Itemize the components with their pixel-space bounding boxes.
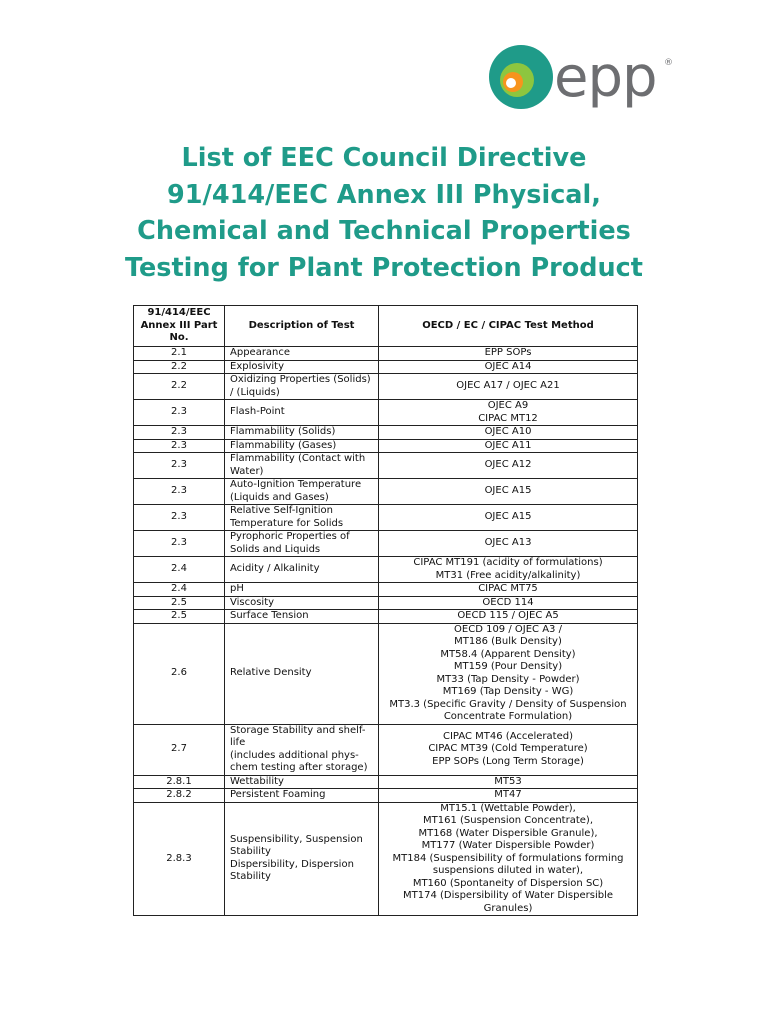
epp-logo xyxy=(488,40,678,114)
title-line: Chemical and Technical Properties xyxy=(137,216,631,246)
method-line: MT174 (Dispersibility of Water Dispersible xyxy=(402,890,613,901)
table-row xyxy=(134,802,638,916)
cell-test-method xyxy=(379,775,638,789)
method-line: MT177 (Water Dispersible Powder) xyxy=(421,840,595,851)
cell-description xyxy=(225,479,379,505)
cell-test-method xyxy=(379,557,638,583)
cell-test-method xyxy=(379,531,638,557)
description-line: Explosivity xyxy=(230,360,285,372)
table-row xyxy=(134,789,638,803)
cell-description xyxy=(225,775,379,789)
description-line: Solids and Liquids xyxy=(230,543,321,555)
cell-description xyxy=(225,583,379,597)
cell-part-no: 2.3 xyxy=(134,426,225,440)
method-line: CIPAC MT75 xyxy=(478,583,538,594)
table-row xyxy=(134,426,638,440)
cell-test-method xyxy=(379,596,638,610)
method-line: CIPAC MT39 (Cold Temperature) xyxy=(428,743,588,755)
cell-part-no: 2.3 xyxy=(134,453,225,479)
header-test-method: OECD / EC / CIPAC Test Method xyxy=(379,306,638,347)
method-line: MT161 (Suspension Concentrate), xyxy=(423,815,593,826)
header-part-no: 91/414/EEC Annex III Part No. xyxy=(134,306,225,347)
method-line: CIPAC MT46 (Accelerated) xyxy=(443,730,573,742)
method-line: OJEC A9 xyxy=(487,400,529,411)
cell-description xyxy=(225,426,379,440)
cell-part-no: 2.5 xyxy=(134,610,225,624)
method-line: MT186 (Bulk Density) xyxy=(454,636,562,647)
page-title xyxy=(60,140,708,286)
cell-part-no: 2.3 xyxy=(134,479,225,505)
description-line: Flammability (Contact with xyxy=(230,453,366,464)
table-row xyxy=(134,610,638,624)
cell-description xyxy=(225,557,379,583)
cell-description xyxy=(225,347,379,361)
cell-part-no: 2.1 xyxy=(134,347,225,361)
table-row xyxy=(134,505,638,531)
cell-part-no: 2.7 xyxy=(134,724,225,775)
cell-test-method xyxy=(379,583,638,597)
method-line: MT58.4 (Apparent Density) xyxy=(440,648,576,660)
method-line: MT31 (Free acidity/alkalinity) xyxy=(435,569,581,581)
table-row xyxy=(134,347,638,361)
description-line: pH xyxy=(230,583,244,594)
cell-test-method xyxy=(379,426,638,440)
cell-description xyxy=(225,596,379,610)
method-line: MT160 (Spontaneity of Dispersion SC) xyxy=(412,877,604,889)
cell-description xyxy=(225,374,379,400)
table-body xyxy=(134,347,638,916)
cell-part-no: 2.8.2 xyxy=(134,789,225,803)
cell-test-method xyxy=(379,439,638,453)
description-line: Suspensibility, Suspension xyxy=(230,833,363,845)
table-row xyxy=(134,557,638,583)
cell-description xyxy=(225,623,379,724)
epp-logo-icon xyxy=(488,40,554,114)
title-line: 91/414/EEC Annex III Physical, xyxy=(167,179,601,210)
table-row xyxy=(134,596,638,610)
cell-description xyxy=(225,439,379,453)
cell-test-method xyxy=(379,802,638,916)
method-line: Concentrate Formulation) xyxy=(443,711,573,722)
title-line: List of EEC Council Directive xyxy=(181,143,587,173)
cell-description xyxy=(225,724,379,775)
description-line: Flash-Point xyxy=(230,406,285,418)
method-line: EPP SOPs (Long Term Storage) xyxy=(432,755,584,767)
logo-wordmark: epp xyxy=(554,45,657,110)
description-line: life xyxy=(230,737,246,748)
description-line: Stability xyxy=(230,846,271,858)
description-line: Relative Density xyxy=(230,667,312,679)
cell-test-method xyxy=(379,347,638,361)
cell-test-method xyxy=(379,374,638,400)
cell-part-no: 2.8.1 xyxy=(134,775,225,789)
table-row xyxy=(134,479,638,505)
method-line: OJEC A13 xyxy=(484,537,532,549)
cell-test-method xyxy=(379,360,638,374)
description-line: chem testing after storage) xyxy=(230,762,368,773)
description-line: (Liquids and Gases) xyxy=(230,491,329,503)
table-header-row xyxy=(134,306,638,347)
description-line: Storage Stability and shelf- xyxy=(230,724,366,736)
cell-test-method xyxy=(379,505,638,531)
method-line: CIPAC MT191 (acidity of formulations) xyxy=(413,557,603,568)
cell-test-method xyxy=(379,479,638,505)
cell-test-method xyxy=(379,453,638,479)
method-line: EPP SOPs xyxy=(484,347,532,358)
cell-test-method xyxy=(379,610,638,624)
description-line: Viscosity xyxy=(230,596,275,608)
description-line: Temperature for Solids xyxy=(230,517,344,529)
table-row xyxy=(134,583,638,597)
description-line: Relative Self-Ignition xyxy=(230,505,333,516)
method-line: OECD 115 / OJEC A5 xyxy=(457,610,559,621)
description-line: Appearance xyxy=(230,347,291,358)
table-row xyxy=(134,374,638,400)
method-line: OJEC A10 xyxy=(484,426,532,437)
method-line: OJEC A17 / OJEC A21 xyxy=(456,380,560,392)
cell-part-no: 2.3 xyxy=(134,531,225,557)
table-row xyxy=(134,439,638,453)
method-line: CIPAC MT12 xyxy=(478,412,538,424)
description-line: Persistent Foaming xyxy=(230,789,326,800)
cell-test-method xyxy=(379,724,638,775)
method-line: Granules) xyxy=(483,902,533,914)
cell-part-no: 2.3 xyxy=(134,439,225,453)
cell-description xyxy=(225,400,379,426)
table-row xyxy=(134,400,638,426)
method-line: OJEC A15 xyxy=(484,511,532,523)
method-line: MT47 xyxy=(494,789,522,800)
cell-part-no: 2.2 xyxy=(134,374,225,400)
cell-description xyxy=(225,531,379,557)
method-line: MT3.3 (Specific Gravity / Density of Suspension xyxy=(389,698,627,710)
cell-test-method xyxy=(379,400,638,426)
method-line: OECD 109 / OJEC A3 / xyxy=(454,623,562,635)
description-line: Wettability xyxy=(230,775,284,787)
title-line: Testing for Plant Protection Product xyxy=(125,252,643,283)
cell-description xyxy=(225,360,379,374)
table-row xyxy=(134,453,638,479)
method-line: MT33 (Tap Density - Powder) xyxy=(436,673,580,685)
description-line: Acidity / Alkalinity xyxy=(230,563,320,575)
method-line: OJEC A15 xyxy=(484,485,532,497)
method-line: OJEC A12 xyxy=(484,459,532,471)
description-line: Water) xyxy=(230,465,264,477)
description-line: Surface Tension xyxy=(230,610,309,621)
cell-part-no: 2.2 xyxy=(134,360,225,374)
cell-part-no: 2.5 xyxy=(134,596,225,610)
cell-part-no: 2.8.3 xyxy=(134,802,225,916)
table-row xyxy=(134,775,638,789)
method-line: MT15.1 (Wettable Powder), xyxy=(440,802,576,814)
description-line: Flammability (Gases) xyxy=(230,439,337,451)
description-line: Dispersibility, Dispersion xyxy=(230,858,354,870)
method-line: OECD 114 xyxy=(482,596,534,608)
cell-description xyxy=(225,505,379,531)
description-line: Stability xyxy=(230,871,271,883)
method-line: OJEC A11 xyxy=(484,439,532,451)
table-row xyxy=(134,623,638,724)
method-line: MT184 (Suspensibility of formulations forming xyxy=(392,852,624,864)
table-row xyxy=(134,360,638,374)
header-description: Description of Test xyxy=(225,306,379,347)
description-line: / (Liquids) xyxy=(230,386,280,398)
table-row xyxy=(134,724,638,775)
cell-description xyxy=(225,453,379,479)
registered-mark: ® xyxy=(664,58,673,68)
description-line: Pyrophoric Properties of xyxy=(230,531,350,542)
method-line: MT169 (Tap Density - WG) xyxy=(442,686,574,697)
test-methods-table xyxy=(133,305,638,916)
cell-part-no: 2.6 xyxy=(134,623,225,724)
method-line: MT159 (Pour Density) xyxy=(453,661,563,672)
description-line: (includes additional phys- xyxy=(230,749,359,761)
cell-part-no: 2.4 xyxy=(134,557,225,583)
cell-part-no: 2.3 xyxy=(134,505,225,531)
description-line: Auto-Ignition Temperature xyxy=(230,479,362,490)
method-line: MT168 (Water Dispersible Granule), xyxy=(418,827,598,839)
method-line: MT53 xyxy=(494,775,522,787)
cell-description xyxy=(225,610,379,624)
cell-part-no: 2.4 xyxy=(134,583,225,597)
description-line: Oxidizing Properties (Solids) xyxy=(230,374,371,385)
cell-test-method xyxy=(379,789,638,803)
table-row xyxy=(134,531,638,557)
method-line: OJEC A14 xyxy=(484,360,532,372)
method-line: suspensions diluted in water), xyxy=(432,865,584,876)
cell-description xyxy=(225,802,379,916)
description-line: Flammability (Solids) xyxy=(230,426,336,437)
cell-test-method xyxy=(379,623,638,724)
cell-description xyxy=(225,789,379,803)
cell-part-no: 2.3 xyxy=(134,400,225,426)
